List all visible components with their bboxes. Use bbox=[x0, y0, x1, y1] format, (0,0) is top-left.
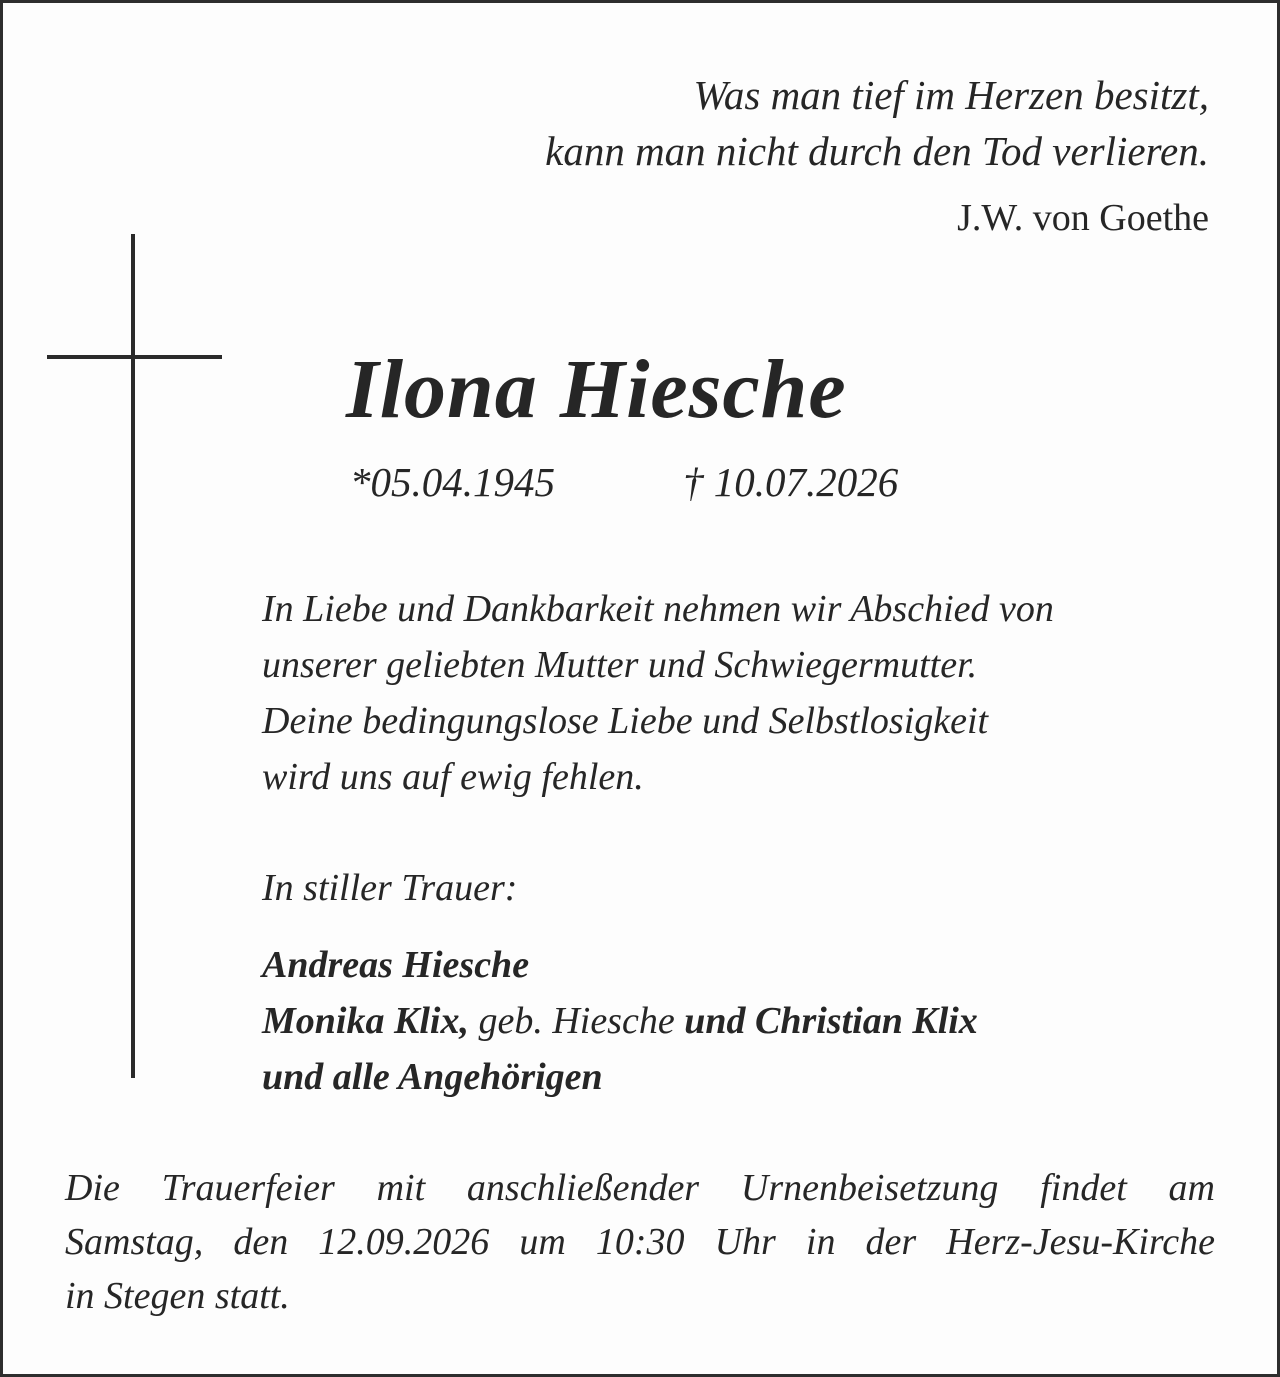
quote-line-1: Was man tief im Herzen besitzt, bbox=[693, 72, 1209, 118]
message-line: unserer geliebten Mutter und Schwiegermutter. bbox=[262, 644, 978, 686]
cross-icon bbox=[131, 234, 135, 1078]
maiden-name-note: geb. Hiesche bbox=[468, 1000, 685, 1042]
mourner-name: und Christian Klix bbox=[684, 1000, 978, 1042]
ceremony-line: in Stegen statt. bbox=[65, 1275, 290, 1317]
mourner-row bbox=[262, 993, 978, 1049]
mourning-intro: In stiller Trauer: bbox=[262, 867, 518, 909]
ceremony-line: Die Trauerfeier mit anschließender Urnenbeisetzung findet am bbox=[65, 1167, 1215, 1209]
message-line: wird uns auf ewig fehlen. bbox=[262, 756, 644, 798]
mourners-closing: und alle Angehörigen bbox=[262, 1056, 603, 1098]
quote-line-2: kann man nicht durch den Tod verlieren. bbox=[545, 128, 1209, 174]
cross-icon-bar bbox=[47, 355, 222, 359]
death-date: † 10.07.2026 bbox=[683, 459, 899, 505]
mourner-name: Monika Klix, bbox=[262, 1000, 469, 1042]
message-line: In Liebe und Dankbarkeit nehmen wir Abschied von bbox=[262, 588, 1054, 630]
mourners-list bbox=[262, 937, 978, 1105]
quote-author: J.W. von Goethe bbox=[957, 197, 1209, 239]
birth-date: *05.04.1945 bbox=[350, 459, 555, 505]
ceremony-line: Samstag, den 12.09.2026 um 10:30 Uhr in der Herz-Jesu-Kirche bbox=[65, 1221, 1215, 1263]
deceased-name: Ilona Hiesche bbox=[346, 343, 847, 436]
farewell-message bbox=[262, 581, 1054, 805]
message-line: Deine bedingungslose Liebe und Selbstlosigkeit bbox=[262, 700, 989, 742]
mourner-name: Andreas Hiesche bbox=[262, 944, 530, 986]
